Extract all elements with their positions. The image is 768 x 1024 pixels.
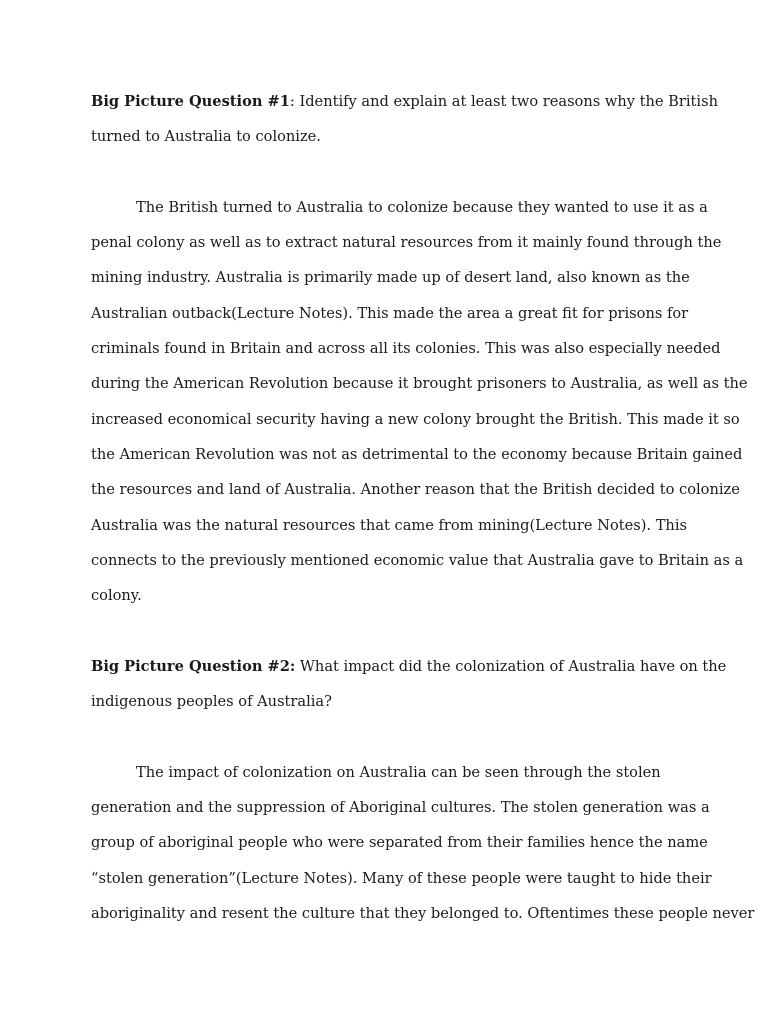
question-2 bbox=[91, 649, 727, 720]
question-1-separator: : bbox=[289, 93, 295, 110]
answer-2-line: The impact of colonization on Australia can be seen through the stolen bbox=[136, 763, 661, 781]
answer-1-line: Australia was the natural resources that came from mining(Lecture Notes). This bbox=[91, 516, 687, 534]
question-1-line-1 bbox=[91, 84, 718, 119]
answer-1-paragraph bbox=[91, 190, 748, 614]
answer-1-line: the American Revolution was not as detrimental to the economy because Britain gained bbox=[91, 445, 743, 463]
question-1-text: Identify and explain at least two reasons why the British bbox=[294, 93, 718, 110]
answer-1-line: Australian outback(Lecture Notes). This made the area a great fit for prisons for bbox=[91, 304, 689, 322]
answer-1-line: penal colony as well as to extract natural resources from it mainly found through the bbox=[91, 234, 722, 252]
question-1-label: Big Picture Question #1 bbox=[91, 93, 290, 110]
question-1 bbox=[91, 84, 718, 155]
answer-1-line: The British turned to Australia to colonize because they wanted to use it as a bbox=[136, 198, 708, 216]
answer-2-line: generation and the suppression of Aboriginal cultures. The stolen generation was a bbox=[91, 798, 710, 816]
answer-1-line: connects to the previously mentioned economic value that Australia gave to Britain as a bbox=[91, 551, 744, 569]
answer-2-line: group of aboriginal people who were separated from their families hence the name bbox=[91, 834, 708, 852]
answer-2-paragraph bbox=[91, 755, 755, 931]
answer-1-line: the resources and land of Australia. Another reason that the British decided to colonize bbox=[91, 481, 740, 499]
answer-1-line: during the American Revolution because it brought prisoners to Australia, as well as the bbox=[91, 375, 748, 393]
question-2-line-2: indigenous peoples of Australia? bbox=[91, 693, 332, 711]
answer-1-line: increased economical security having a new colony brought the British. This made it so bbox=[91, 410, 740, 428]
answer-2-line: “stolen generation”(Lecture Notes). Many of these people were taught to hide their bbox=[91, 869, 712, 887]
question-2-label: Big Picture Question #2: bbox=[91, 657, 296, 675]
question-2-line-1 bbox=[91, 649, 727, 684]
answer-1-line: colony. bbox=[91, 587, 142, 605]
answer-1-line: mining industry. Australia is primarily made up of desert land, also known as the bbox=[91, 269, 690, 287]
question-2-text: What impact did the colonization of Australia have on the bbox=[295, 657, 727, 675]
answer-1-line: criminals found in Britain and across all its colonies. This was also especially needed bbox=[91, 340, 721, 358]
answer-2-line: aboriginality and resent the culture that they belonged to. Oftentimes these people never bbox=[91, 904, 755, 922]
question-1-line-2: turned to Australia to colonize. bbox=[91, 128, 321, 146]
document-page bbox=[91, 84, 755, 966]
